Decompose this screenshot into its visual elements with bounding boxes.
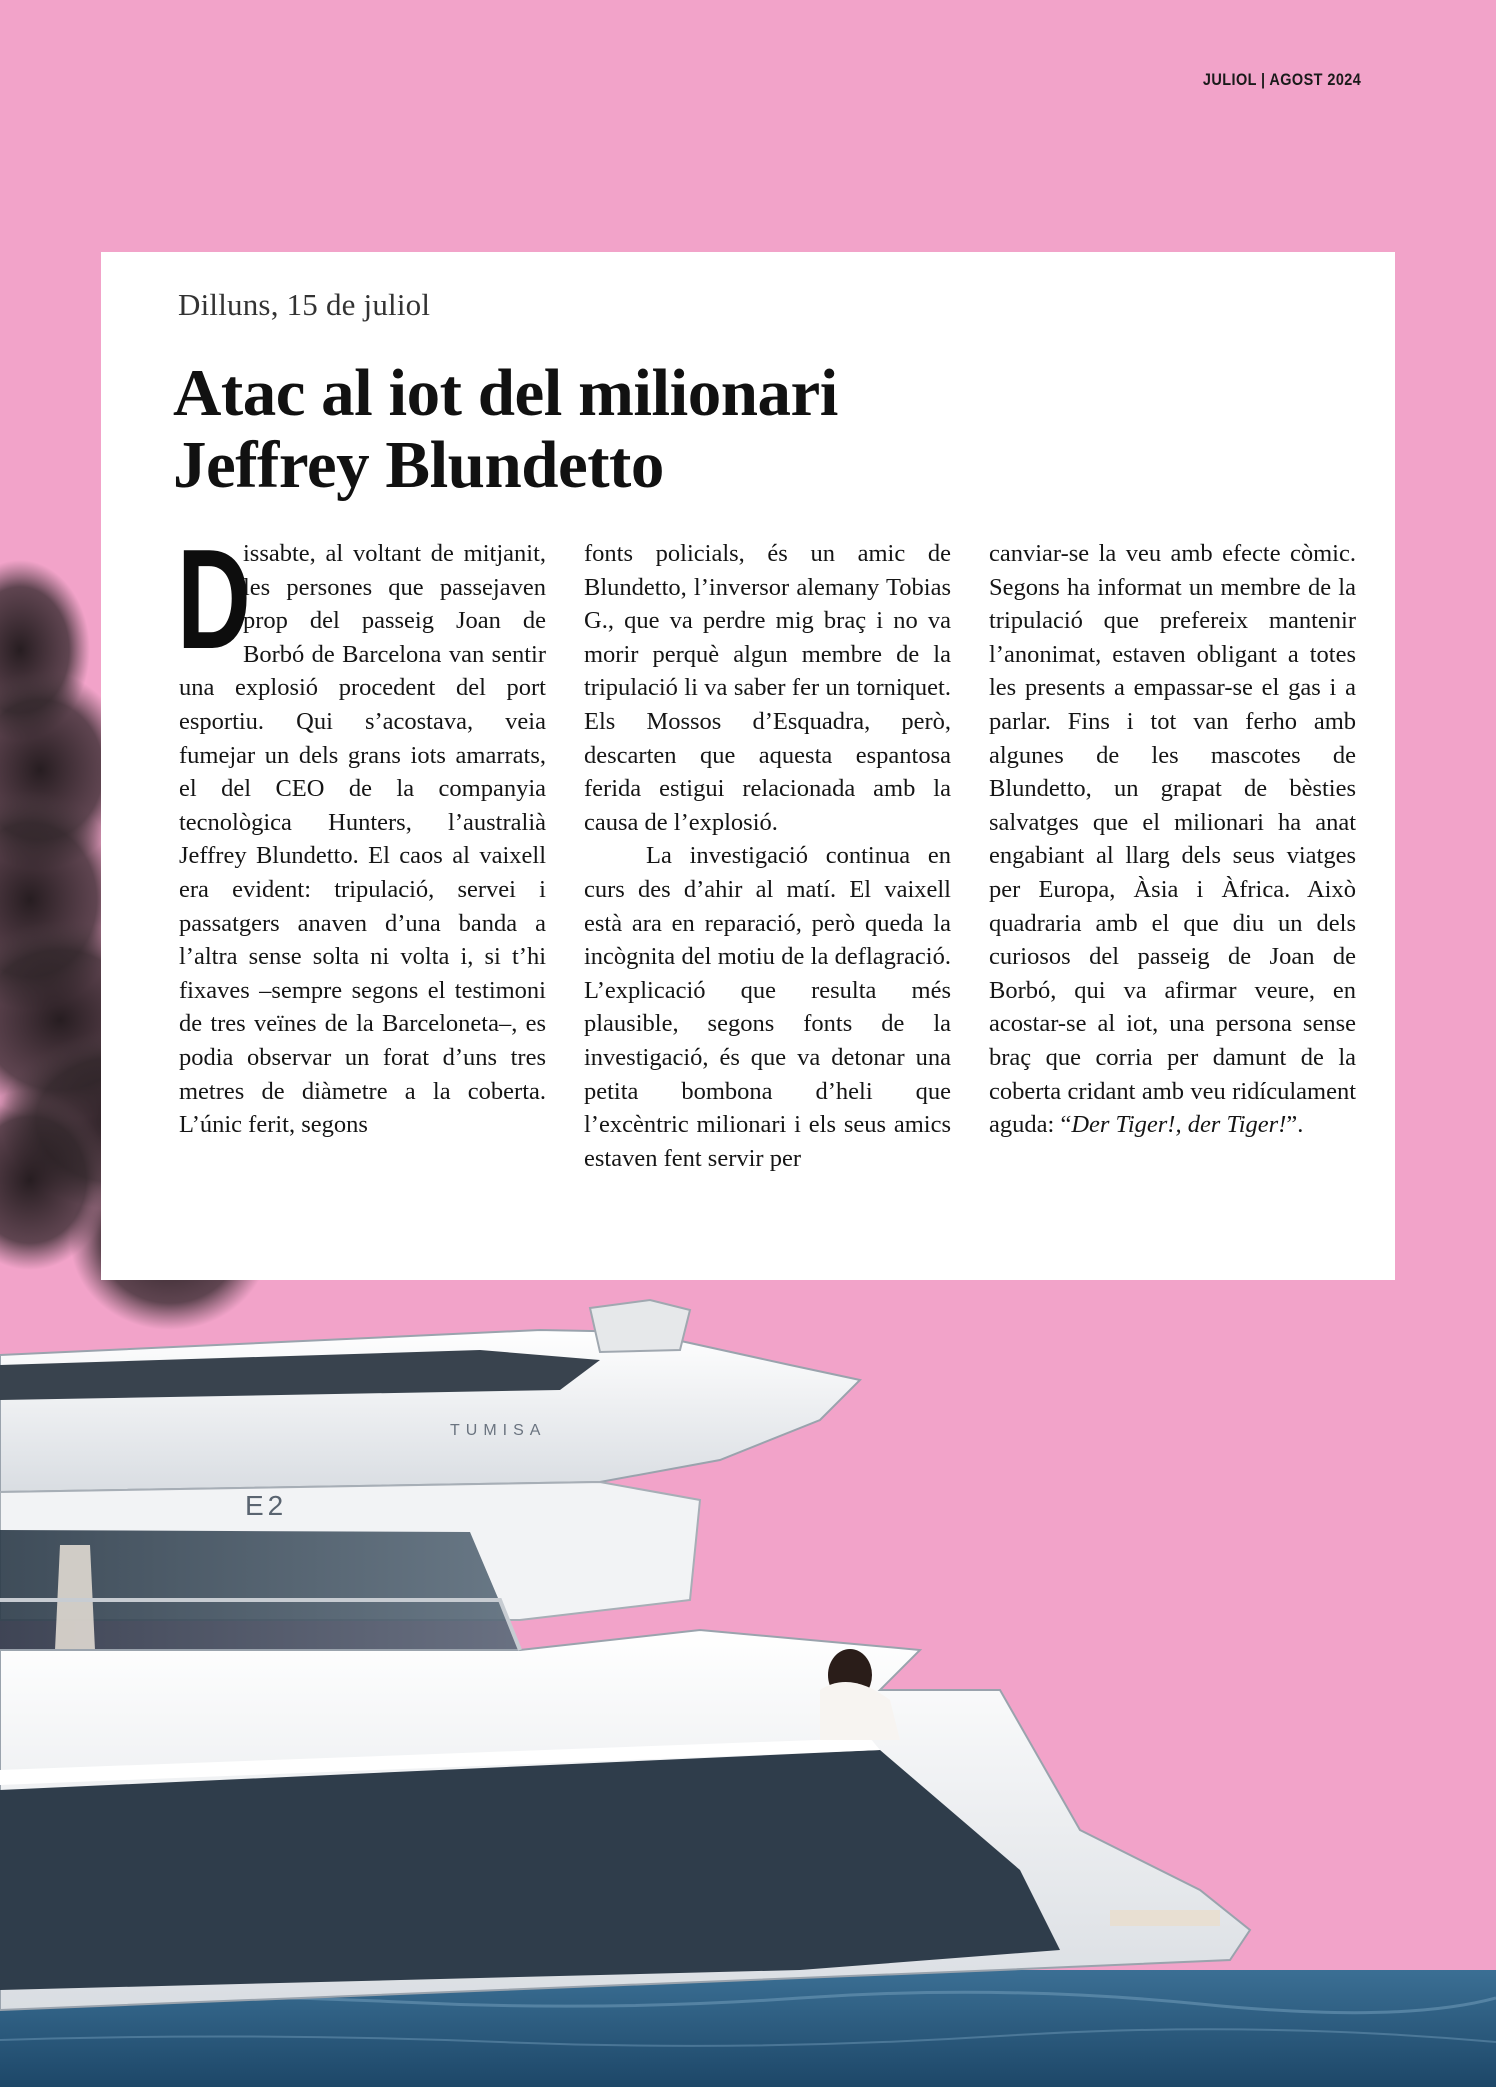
headline-line-1: Atac al iot del milionari xyxy=(173,356,838,430)
paragraph xyxy=(989,537,1356,1142)
article-headline xyxy=(173,357,1073,501)
quote-open: “ xyxy=(1060,1111,1072,1139)
yacht-name-label: TUMISA xyxy=(450,1422,547,1439)
column-1 xyxy=(177,520,546,1175)
paragraph: La investigació continua en curs des d’ahir al matí. El vaixell està ara en reparació, però queda la incògnita del motiu de la deflagració. L’explicació que resulta més plausible, segons fonts de la investigació, és que va detonar una petita bombona d’heli que l’excèntric milionari i els seus amics estaven fent servir per xyxy=(584,842,951,1172)
issue-date: JULIOL | AGOST 2024 xyxy=(1202,70,1361,89)
headline-line-2: Jeffrey Blundetto xyxy=(173,428,664,502)
yacht-model-label: E2 xyxy=(245,1490,288,1521)
article-dateline: Dilluns, 15 de juliol xyxy=(178,287,431,322)
article-body xyxy=(177,520,1356,1175)
paragraph-text: canviar-se la veu amb efecte còmic. Segons ha informat un membre de la tripulació que prefereix mantenir l’anonimat, estaven obligant a totes les presents a empassar-se el gas i a parlar. Fins i tot van ferho amb algunes de les mascotes de Blundetto, un grapat de bèsties salvatges que el milionari ha anat engabiant al llarg dels seus viatges per Europa, Àsia i Àfrica. Això quadraria amb el que diu un dels curiosos del passeig de Joan de Borbó, qui va afirmar veure, en acostar-se al iot, una persona sense braç que corria per damunt de la coberta cridant amb veu ridículament aguda: xyxy=(989,540,1356,1139)
paragraph: fonts policials, és un amic de Blundetto, l’inversor alemany Tobias G., que va perdre mig braç i no va morir perquè algun membre de la tripulació li va saber fer un torniquet. Els Mossos d’Esquadra, però, descarten que aquesta espantosa ferida estigui relacionada amb la causa de l’explosió. xyxy=(584,540,951,836)
drop-cap: D xyxy=(177,520,251,679)
paragraph: issabte, al voltant de mitjanit, les persones que passejaven prop del passeig Joan de Borbó de Barcelona van sentir una explosió procedent del port esportiu. Qui s’acostava, veia fumejar un dels grans iots amarrats, el del CEO de la companyia tecnològica Hunters, l’australià Jeffrey Blundetto. El caos al vaixell era evident: tripulació, servei i passatgers anaven d’una banda a l’altra sense solta ni volta i, si t’hi fixaves –sempre segons el testimoni de tres veïnes de la Barceloneta–, es podia observar un forat d’uns tres metres de diàmetre a la coberta. L’únic ferit, segons xyxy=(179,540,546,1139)
quote-text: Der Tiger!, der Tiger! xyxy=(1071,1111,1287,1139)
column-2 xyxy=(584,537,951,1175)
quote-close: ”. xyxy=(1286,1111,1304,1139)
column-3 xyxy=(989,537,1356,1175)
article-card xyxy=(101,252,1395,1280)
yacht-photo xyxy=(0,1270,1496,2087)
